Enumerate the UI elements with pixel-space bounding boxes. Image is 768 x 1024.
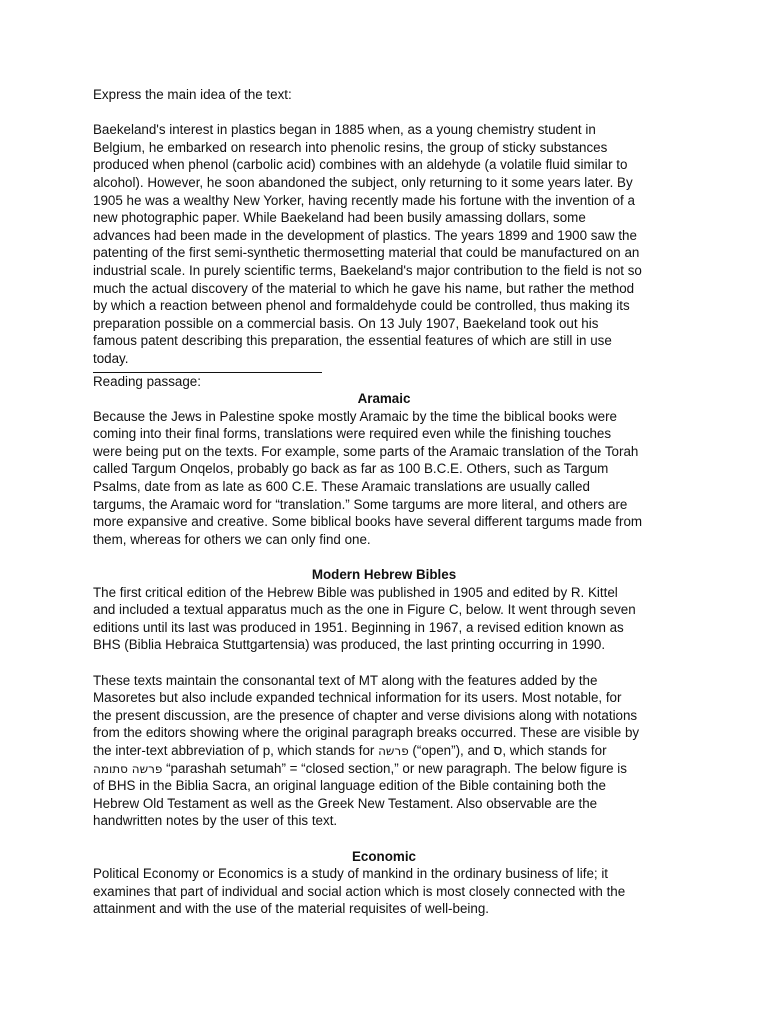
section-line: editions until its last was produced in 1951. Beginning in 1967, a revised edition known as bbox=[93, 619, 624, 635]
section-line-closed bbox=[93, 760, 683, 778]
spacer bbox=[93, 548, 683, 566]
section-line: Because the Jews in Palestine spoke mostly Aramaic by the time the biblical books were bbox=[93, 408, 617, 424]
passage-line: preparation possible on a commercial basis. On 13 July 1907, Baekeland took out his bbox=[93, 315, 599, 331]
section-line: and included a textual apparatus much as the one in Figure C, below. It went through seven bbox=[93, 602, 636, 618]
section-economic bbox=[93, 848, 683, 918]
section-line: them, whereas for others we can only find one. bbox=[93, 531, 371, 547]
reading-passage-label: Reading passage: bbox=[93, 373, 201, 389]
passage-line: Belgium, he embarked on research into phenolic resins, the group of sticky substances bbox=[93, 139, 608, 155]
passage-line: produced when phenol (carbolic acid) combines with an aldehyde (a volatile fluid similar to bbox=[93, 157, 628, 173]
passage-baekeland bbox=[93, 121, 683, 367]
section-line: coming into their final forms, translations were required even while the finishing touches bbox=[93, 426, 612, 442]
passage-line: patenting of the first semi-synthetic thermosetting material that could be manufactured on an bbox=[93, 245, 640, 261]
section-line: Hebrew Old Testament as well as the Greek New Testament. Also observable are the bbox=[93, 795, 598, 811]
passage-line: by which a reaction between phenol and formaldehyde could be controlled, thus making its bbox=[93, 298, 630, 314]
section-line: handwritten notes by the user of this text. bbox=[93, 813, 338, 829]
section-line: were being put on the texts. For example, some parts of the Aramaic translation of the Torah bbox=[93, 443, 639, 459]
section-aramaic bbox=[93, 390, 683, 548]
passage-line: much the actual discovery of the material to which he gave his name, but rather the method bbox=[93, 280, 635, 296]
passage-line: famous patent describing this preparation, the essential features of which are still in use bbox=[93, 333, 612, 349]
closed-section-text: “parashah setumah” = “closed section,” or new paragraph. The below figure is bbox=[162, 760, 627, 776]
section-line: Masoretes but also include expanded technical information for its users. Most notable, for bbox=[93, 690, 622, 706]
hebrew-phrase-closed: פרשה סתומה bbox=[93, 761, 163, 776]
hebrew-word-open: פרשה bbox=[378, 743, 409, 758]
section-line: examines that part of individual and social action which is most closely connected with the bbox=[93, 883, 626, 899]
section-line-inter-text bbox=[93, 742, 683, 760]
section-heading: Modern Hebrew Bibles bbox=[311, 567, 457, 583]
section-heading: Aramaic bbox=[357, 391, 411, 407]
section-line: of BHS in the Biblia Sacra, an original language edition of the Bible containing both the bbox=[93, 778, 606, 794]
passage-line: 1905 he was a wealthy New Yorker, having recently made his fortune with the invention of a bbox=[93, 192, 635, 208]
section-line: Political Economy or Economics is a study of mankind in the ordinary business of life; it bbox=[93, 866, 609, 882]
section-line: from the editors showing where the original paragraph breaks occurred. These are visible by bbox=[93, 725, 640, 741]
section-line: These texts maintain the consonantal text of MT along with the features added by the bbox=[93, 672, 598, 688]
spacer bbox=[93, 830, 683, 848]
section-line: Psalms, date from as late as 600 C.E. These Aramaic translations are usually called bbox=[93, 479, 590, 495]
passage-line: advances had been made in the development of plastics. The years 1899 and 1900 saw the bbox=[93, 227, 637, 243]
section-modern-hebrew-bibles bbox=[93, 566, 683, 830]
inter-text-part-b: (“open”), and ס, which stands for bbox=[408, 742, 607, 758]
spacer bbox=[93, 104, 683, 122]
section-line: the present discussion, are the presence of chapter and verse divisions along with notations bbox=[93, 707, 638, 723]
spacer bbox=[93, 654, 683, 672]
passage-line: Baekeland's interest in plastics began in 1885 when, as a young chemistry student in bbox=[93, 122, 596, 138]
passage-line: alcohol). However, he soon abandoned the subject, only returning to it some years later. By bbox=[93, 174, 633, 190]
section-line: more expansive and creative. Some biblical books have several different targums made from bbox=[93, 514, 643, 530]
inter-text-part-a: the inter-text abbreviation of p, which stands for bbox=[93, 742, 379, 758]
passage-line: new photographic paper. While Baekeland had been busily amassing dollars, some bbox=[93, 210, 586, 226]
section-line: called Targum Onqelos, probably go back as far as 100 B.C.E. Others, such as Targum bbox=[93, 461, 609, 477]
document-page bbox=[93, 86, 683, 918]
section-line: BHS (Biblia Hebraica Stuttgartensia) was produced, the last printing occurring in 1990. bbox=[93, 637, 606, 653]
section-line: targums, the Aramaic word for “translation.” Some targums are more literal, and others are bbox=[93, 496, 628, 512]
section-line: attainment and with the use of the material requisites of well-being. bbox=[93, 901, 489, 917]
passage-line: industrial scale. In purely scientific terms, Baekeland's major contribution to the field is not so bbox=[93, 262, 642, 278]
task-prompt: Express the main idea of the text: bbox=[93, 87, 292, 102]
passage-line: today. bbox=[93, 350, 129, 366]
section-heading: Economic bbox=[352, 848, 416, 864]
section-line: The first critical edition of the Hebrew Bible was published in 1905 and edited by R. Kittel bbox=[93, 584, 618, 600]
